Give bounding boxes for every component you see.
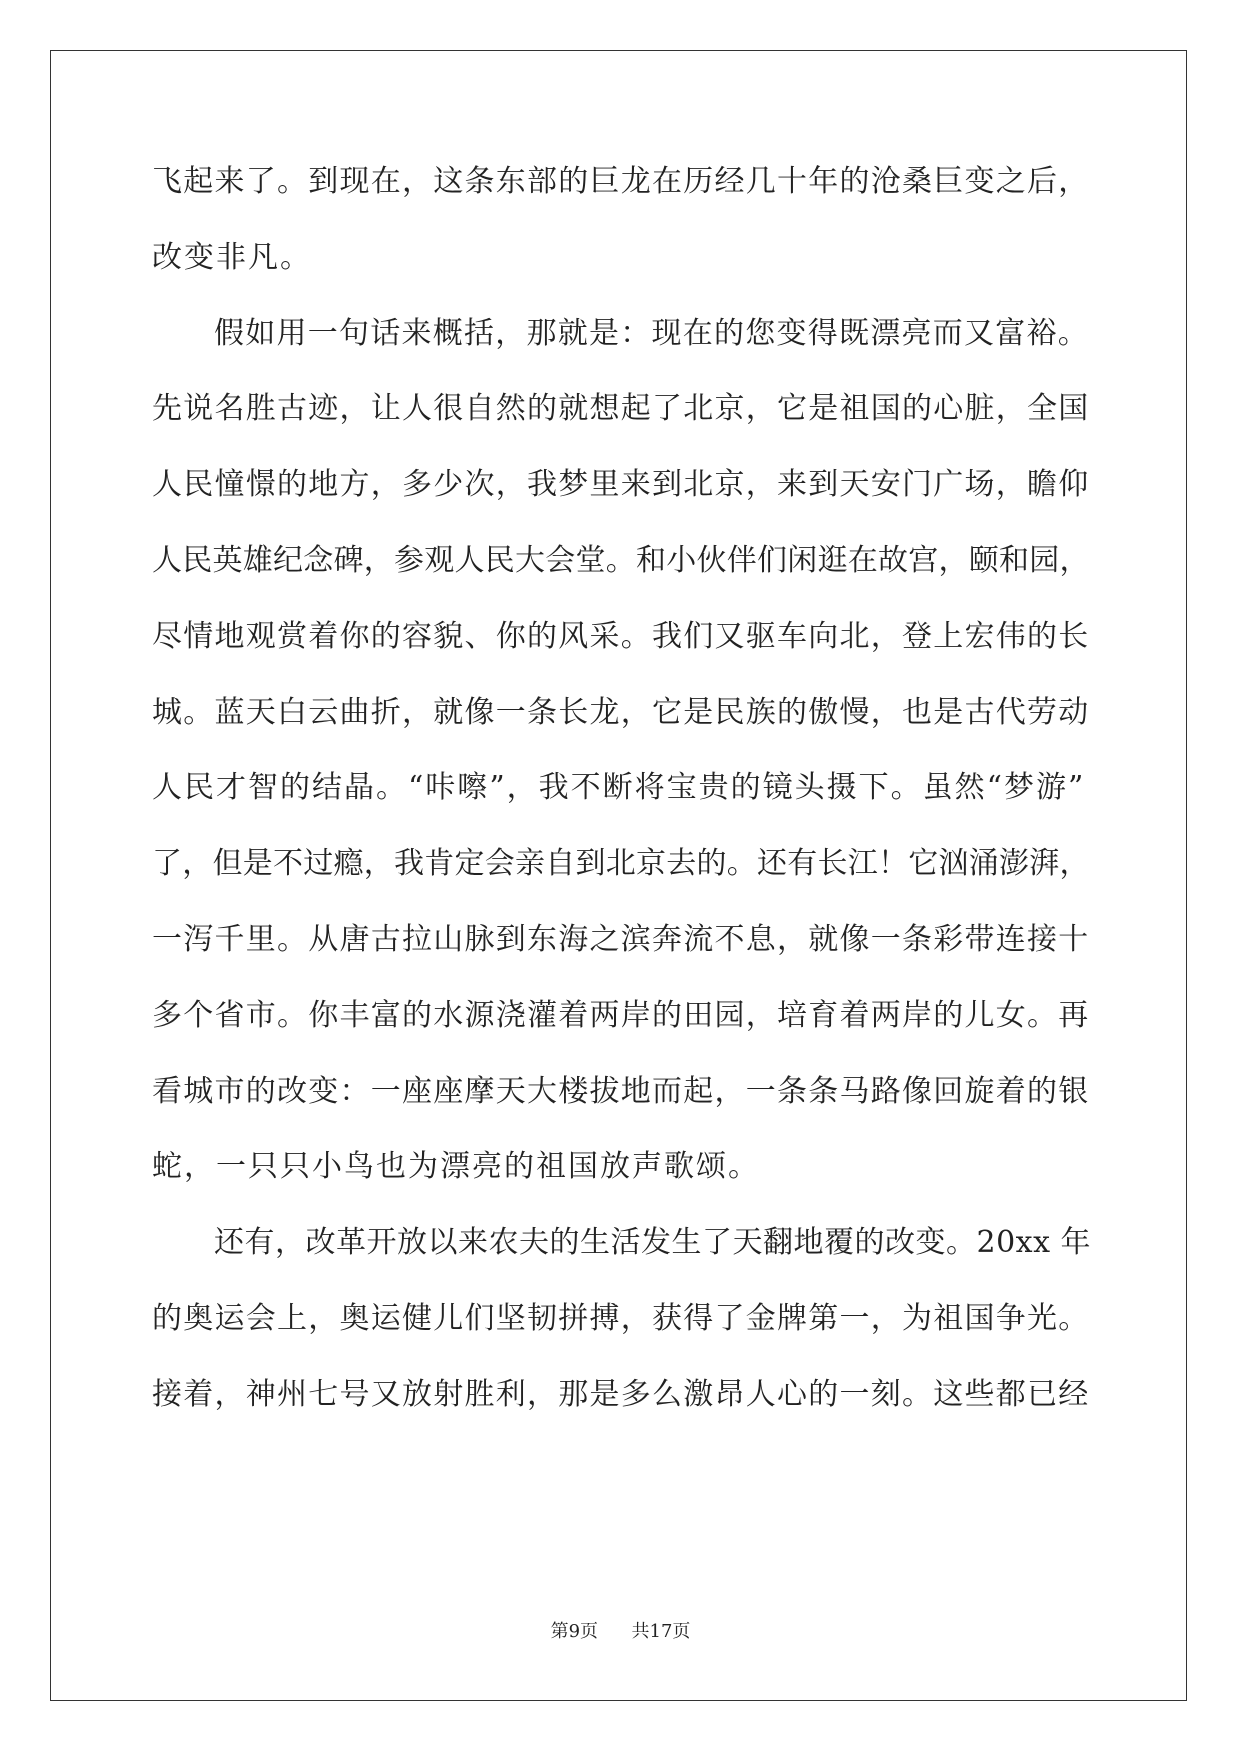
body-line-17: 接着，神州七号又放射胜利，那是多么激昂人心的一刻。这些都已经 — [152, 1376, 1090, 1412]
body-line-1: 飞起来了。到现在，这条东部的巨龙在历经几十年的沧桑巨变之后， — [152, 164, 1090, 199]
body-line-5: 人民憧憬的地方，多少次，我梦里来到北京，来到天安门广场，瞻仰 — [152, 467, 1090, 503]
body-line-2: 改变非凡。 — [152, 239, 312, 275]
body-line-15: 还有，改革开放以来农夫的生活发生了天翻地覆的改变。20xx 年 — [214, 1225, 1092, 1261]
body-line-11: 一泻千里。从唐古拉山脉到东海之滨奔流不息，就像一条彩带连接十 — [152, 921, 1090, 957]
body-line-3: 假如用一句话来概括，那就是：现在的您变得既漂亮而又富裕。 — [214, 315, 1089, 351]
body-line-12: 多个省市。你丰富的水源浇灌着两岸的田园，培育着两岸的儿女。再 — [152, 997, 1090, 1033]
body-line-4: 先说名胜古迹，让人很自然的就想起了北京，它是祖国的心脏，全国 — [152, 391, 1090, 427]
document-body — [152, 162, 1092, 1451]
page-footer — [0, 1617, 1241, 1643]
body-line-10: 了，但是不过瘾，我肯定会亲自到北京去的。还有长江！它汹涌澎湃， — [152, 846, 1090, 882]
body-line-9: 人民才智的结晶。“咔嚓”，我不断将宝贵的镜头摄下。虽然“梦游” — [152, 770, 1086, 806]
page-number-current: 第9页 — [550, 1621, 599, 1642]
body-line-7: 尽情地观赏着你的容貌、你的风采。我们又驱车向北，登上宏伟的长 — [152, 618, 1090, 654]
body-line-14: 蛇，一只只小鸟也为漂亮的祖国放声歌颂。 — [152, 1149, 760, 1185]
body-line-8: 城。蓝天白云曲折，就像一条长龙，它是民族的傲慢，也是古代劳动 — [152, 694, 1090, 730]
body-line-6: 人民英雄纪念碑，参观人民大会堂。和小伙伴们闲逛在故宫，颐和园， — [152, 542, 1090, 578]
page-number-total: 共17页 — [631, 1621, 691, 1642]
body-line-13: 看城市的改变：一座座摩天大楼拔地而起，一条条马路像回旋着的银 — [152, 1073, 1090, 1109]
body-line-16: 的奥运会上，奥运健儿们坚韧拼搏，获得了金牌第一，为祖国争光。 — [152, 1300, 1090, 1336]
